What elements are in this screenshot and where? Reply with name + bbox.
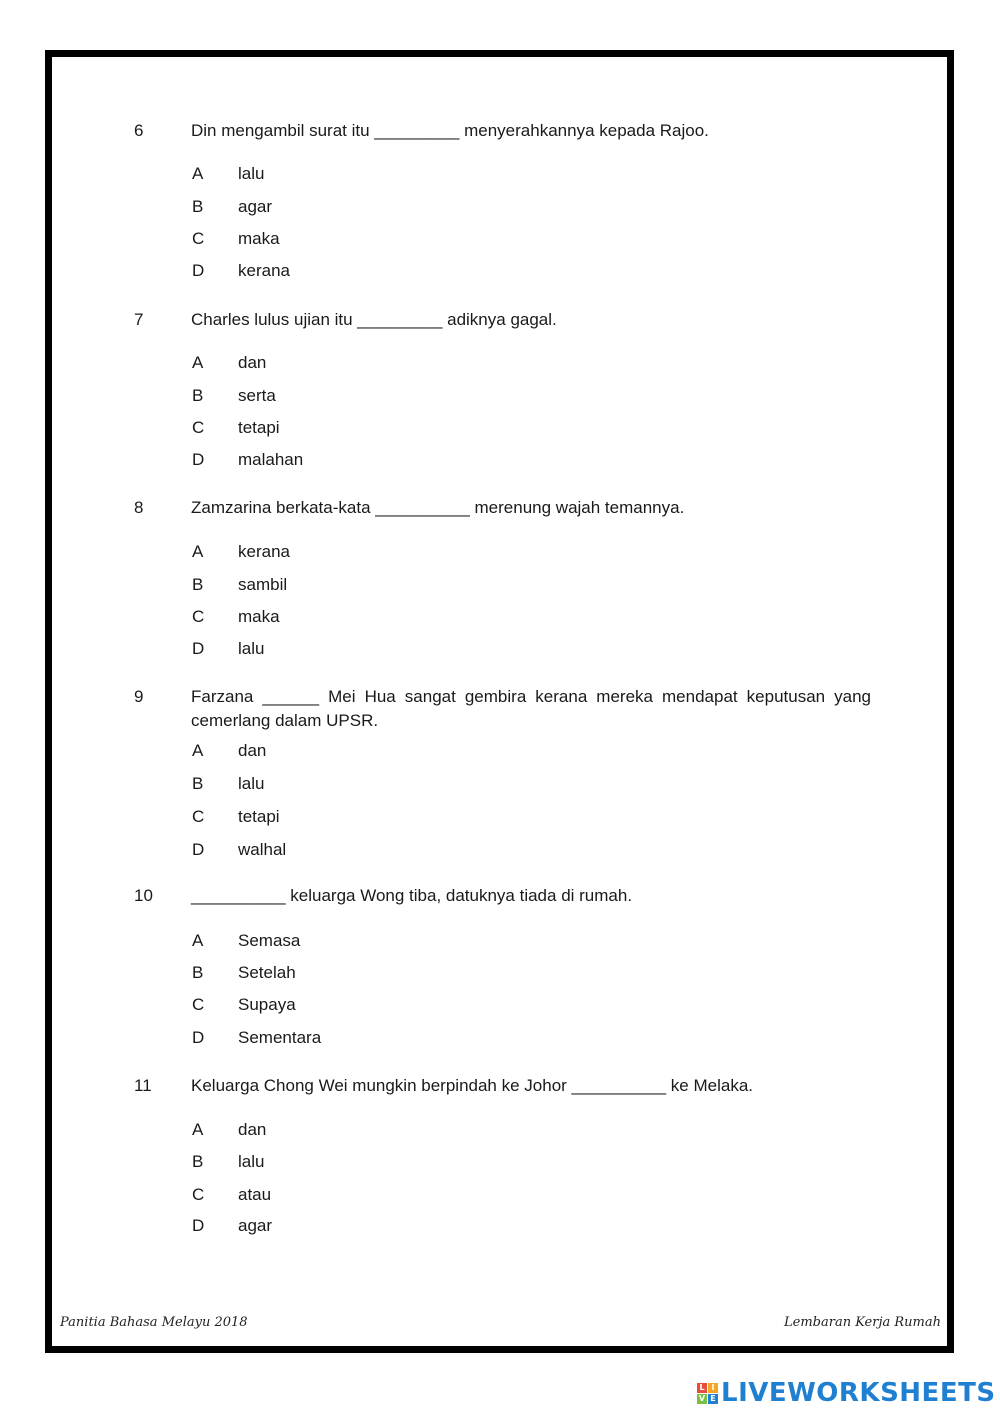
option-letter: A: [192, 1120, 204, 1139]
question-number: 8: [134, 498, 144, 517]
question-text: Farzana ______ Mei Hua sangat gembira kerana mereka mendapat keputusan yang cemerlang dalam UPSR.: [191, 687, 871, 730]
question-number: 10: [134, 886, 153, 905]
logo-tile: L: [697, 1383, 707, 1393]
option-text: agar: [238, 197, 273, 216]
liveworksheets-brand[interactable]: [697, 1378, 996, 1408]
option-letter: B: [192, 197, 204, 216]
option-letter: B: [192, 386, 204, 405]
option-letter: D: [192, 1216, 205, 1235]
option-text: kerana: [238, 542, 290, 561]
option-letter: D: [192, 450, 205, 469]
option-text: Sementara: [238, 1028, 322, 1047]
option-text: maka: [238, 607, 280, 626]
logo-tile: V: [698, 1393, 706, 1403]
option-text: tetapi: [238, 418, 280, 437]
option-letter: A: [192, 164, 204, 183]
question-text: Keluarga Chong Wei mungkin berpindah ke Johor __________ ke Melaka.: [191, 1076, 754, 1095]
option-text: lalu: [238, 639, 265, 658]
brand-name: LIVEWORKSHEETS: [721, 1378, 996, 1408]
question-text: Zamzarina berkata-kata __________ merenung wajah temannya.: [191, 498, 685, 517]
footer-left: Panitia Bahasa Melayu 2018: [60, 1315, 248, 1330]
option-letter: C: [192, 607, 205, 626]
option-text: lalu: [238, 1152, 265, 1171]
option-letter: C: [192, 229, 205, 248]
option-text: atau: [238, 1185, 272, 1204]
option-text: Semasa: [238, 931, 301, 950]
option-text: lalu: [238, 774, 265, 793]
option-letter: B: [192, 963, 204, 982]
option-text: malahan: [238, 450, 304, 469]
option-letter: B: [192, 1152, 204, 1171]
worksheet-page: [45, 50, 954, 1353]
option-text: maka: [238, 229, 280, 248]
option-text: kerana: [238, 261, 290, 280]
option-text: dan: [238, 741, 267, 760]
question-text: __________ keluarga Wong tiba, datuknya tiada di rumah.: [191, 886, 633, 905]
option-letter: B: [192, 575, 204, 594]
option-letter: B: [192, 774, 204, 793]
option-letter: D: [192, 639, 205, 658]
option-text: lalu: [238, 164, 265, 183]
option-letter: D: [192, 261, 205, 280]
option-letter: A: [192, 931, 204, 950]
footer-right: Lembaran Kerja Rumah: [784, 1315, 941, 1330]
option-letter: D: [192, 1028, 205, 1047]
question-number: 6: [134, 121, 144, 140]
question-number: 11: [134, 1076, 152, 1095]
logo-tile: E: [708, 1394, 718, 1404]
option-letter: D: [192, 840, 205, 859]
option-text: Setelah: [238, 963, 296, 982]
option-text: Supaya: [238, 995, 296, 1014]
question-number: 9: [134, 687, 144, 706]
option-letter: C: [192, 807, 205, 826]
option-letter: C: [192, 995, 205, 1014]
option-text: agar: [238, 1216, 273, 1235]
option-letter: A: [192, 353, 204, 372]
question-text: Charles lulus ujian itu _________ adiknya gagal.: [191, 310, 557, 329]
question-text: Din mengambil surat itu _________ menyerahkannya kepada Rajoo.: [191, 121, 709, 140]
option-letter: A: [192, 542, 204, 561]
option-letter: C: [192, 418, 205, 437]
option-text: walhal: [238, 840, 287, 859]
liveworksheets-logo-icon: [697, 1383, 718, 1404]
option-text: sambil: [238, 575, 288, 594]
option-text: dan: [238, 353, 267, 372]
option-text: dan: [238, 1120, 267, 1139]
option-text: serta: [238, 386, 276, 405]
option-letter: A: [192, 741, 204, 760]
logo-tile: I: [708, 1383, 718, 1393]
question-number: 7: [134, 310, 144, 329]
option-letter: C: [192, 1185, 205, 1204]
option-text: tetapi: [238, 807, 280, 826]
